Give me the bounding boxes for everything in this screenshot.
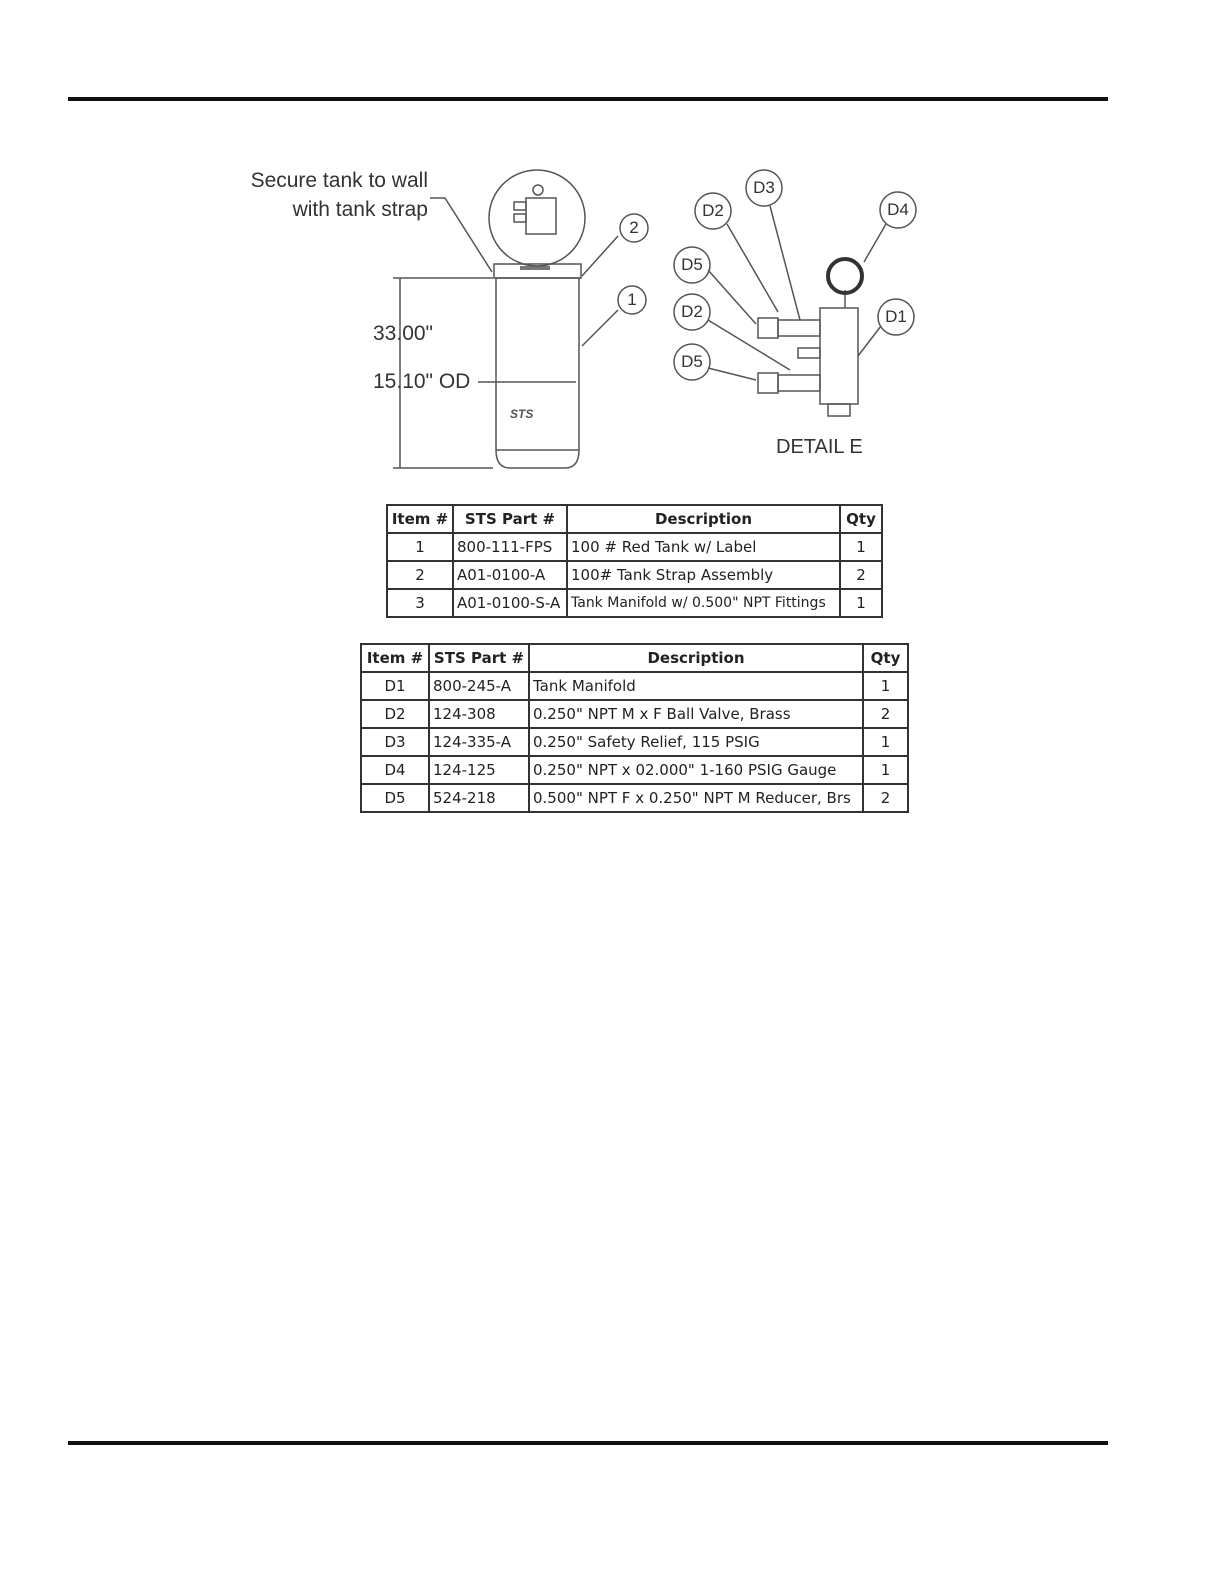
footer-rule [68, 1441, 1108, 1445]
cell-part: A01-0100-S-A [453, 589, 567, 617]
cell-description: Tank Manifold w/ 0.500" NPT Fittings [567, 589, 840, 617]
col-qty: Qty [840, 505, 882, 533]
cell-qty: 1 [863, 672, 908, 700]
balloon-label-d5b: D5 [681, 352, 703, 371]
col-item: Item # [361, 644, 429, 672]
cell-part: 124-335-A [429, 728, 529, 756]
col-item: Item # [387, 505, 453, 533]
cell-part: 800-245-A [429, 672, 529, 700]
balloon-label-d5a: D5 [681, 255, 703, 274]
table-row [361, 728, 908, 756]
cell-qty: 2 [863, 700, 908, 728]
balloon-label-d1: D1 [885, 307, 907, 326]
cell-item: D1 [361, 672, 429, 700]
col-part: STS Part # [429, 644, 529, 672]
cell-item: D3 [361, 728, 429, 756]
cell-qty: 1 [840, 589, 882, 617]
table-header-row [361, 644, 908, 672]
manifold-block [820, 308, 858, 404]
secure-tank-note [230, 166, 428, 224]
cell-part: 800-111-FPS [453, 533, 567, 561]
cell-description: 0.500" NPT F x 0.250" NPT M Reducer, Brs [529, 784, 863, 812]
table-row [361, 672, 908, 700]
cell-item: 1 [387, 533, 453, 561]
note-line-1: Secure tank to wall [250, 169, 428, 192]
tank-parts-table [386, 504, 883, 618]
table-row [387, 533, 882, 561]
cell-qty: 1 [863, 728, 908, 756]
cell-qty: 1 [863, 756, 908, 784]
tank-diagram [230, 160, 950, 490]
col-description: Description [567, 505, 840, 533]
manifold-parts-table [360, 643, 909, 813]
cell-qty: 2 [863, 784, 908, 812]
balloon-label-d3: D3 [753, 178, 775, 197]
header-rule [68, 97, 1108, 101]
cell-part: A01-0100-A [453, 561, 567, 589]
col-part: STS Part # [453, 505, 567, 533]
table-row [361, 756, 908, 784]
cell-description: 100 # Red Tank w/ Label [567, 533, 840, 561]
cell-part: 124-308 [429, 700, 529, 728]
detail-label: DETAIL E [776, 436, 863, 458]
cell-description: Tank Manifold [529, 672, 863, 700]
cell-description: 0.250" NPT x 02.000" 1-160 PSIG Gauge [529, 756, 863, 784]
balloon-label-1: 1 [627, 290, 637, 309]
col-description: Description [529, 644, 863, 672]
cell-item: D5 [361, 784, 429, 812]
cell-description: 0.250" Safety Relief, 115 PSIG [529, 728, 863, 756]
balloon-label-d4: D4 [887, 200, 909, 219]
table-row [361, 784, 908, 812]
sts-logo: STS [510, 407, 534, 421]
balloon-label-d2a: D2 [702, 201, 724, 220]
balloon-label-2: 2 [629, 218, 639, 237]
height-dimension: 33.00" [373, 322, 434, 345]
table-row [361, 700, 908, 728]
cell-item: D4 [361, 756, 429, 784]
diameter-dimension: 15.10" OD [373, 370, 471, 393]
cell-qty: 2 [840, 561, 882, 589]
cell-qty: 1 [840, 533, 882, 561]
cell-item: 3 [387, 589, 453, 617]
table-row [387, 561, 882, 589]
cell-item: 2 [387, 561, 453, 589]
table-row [387, 589, 882, 617]
col-qty: Qty [863, 644, 908, 672]
gauge [828, 259, 862, 293]
cell-description: 100# Tank Strap Assembly [567, 561, 840, 589]
table-header-row [387, 505, 882, 533]
cell-part: 524-218 [429, 784, 529, 812]
note-line-2: with tank strap [292, 198, 428, 221]
cell-item: D2 [361, 700, 429, 728]
tank-body [496, 278, 579, 468]
cell-description: 0.250" NPT M x F Ball Valve, Brass [529, 700, 863, 728]
balloon-label-d2b: D2 [681, 302, 703, 321]
cell-part: 124-125 [429, 756, 529, 784]
